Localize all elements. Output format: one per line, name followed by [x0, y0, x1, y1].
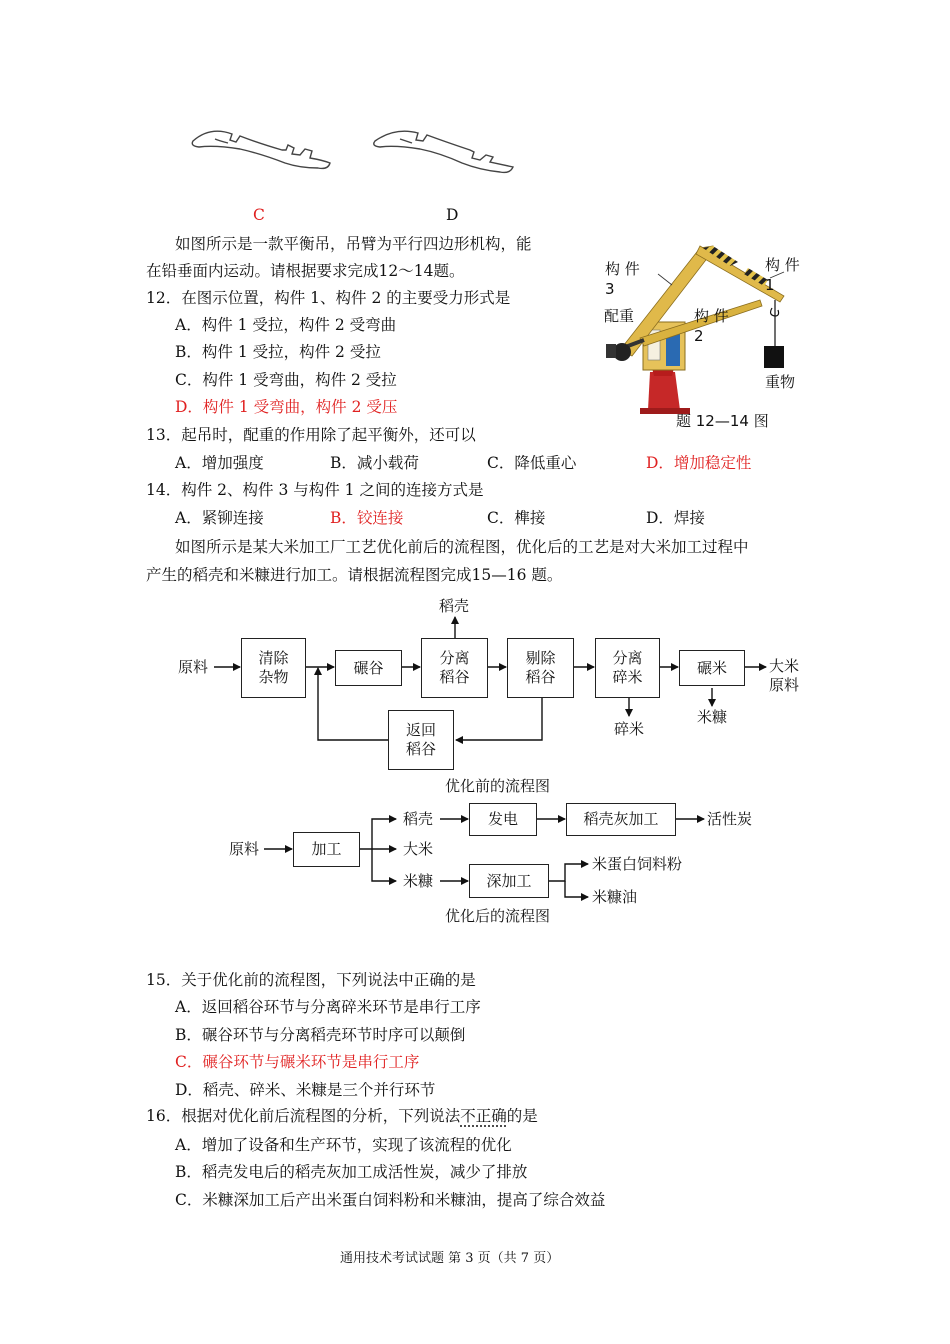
q13-option-d: D．增加稳定性: [646, 454, 752, 472]
intro-rice-line-1: 如图所示是某大米加工厂工艺优化前后的流程图，优化后的工艺是对大米加工过程中: [175, 538, 749, 556]
q15-option-d: D．稻壳、碎米、米糠是三个并行环节: [175, 1081, 436, 1099]
crane-label-counterweight: 配重: [604, 307, 635, 325]
flow-after-box-power: 发电: [469, 803, 537, 836]
flow-before-box-remove-grain: 剔除 稻谷: [507, 638, 574, 698]
crane-label-part2-a: 构 件: [694, 307, 729, 325]
q16-stem-pre: 16．根据对优化前后流程图的分析，下列说法: [146, 1107, 461, 1125]
flow-after-box-ash: 稻壳灰加工: [566, 803, 676, 836]
crane-label-part1-a: 构 件: [765, 256, 800, 274]
intro-rice-line-2: 产生的稻壳和米糠进行加工。请根据流程图完成15—16 题。: [146, 566, 563, 584]
q15-option-a: A．返回稻谷环节与分离碎米环节是串行工序: [175, 998, 481, 1016]
q16-option-c: C．米糠深加工后产出米蛋白饲料粉和米糠油，提高了综合效益: [175, 1191, 606, 1209]
flow-before-box-separate-broken: 分离 碎米: [595, 638, 660, 698]
flow-after-output-oil: 米糠油: [592, 888, 638, 906]
option-d-label: D: [446, 206, 459, 224]
option-c-label: C: [253, 206, 265, 224]
crane-label-part2-b: 2: [694, 327, 704, 345]
q15-stem: 15．关于优化前的流程图，下列说法中正确的是: [146, 971, 476, 989]
q12-option-b: B．构件 1 受拉，构件 2 受拉: [175, 343, 381, 361]
q13-option-a: A．增加强度: [175, 454, 264, 472]
q16-stem-emphasis: 不正确: [460, 1107, 507, 1125]
flow-after-output-carbon: 活性炭: [707, 810, 753, 828]
flow-before-caption: 优化前的流程图: [445, 777, 551, 795]
q14-option-d: D．焊接: [646, 509, 705, 527]
q12-option-a: A．构件 1 受拉，构件 2 受弯曲: [175, 316, 397, 334]
flow-after-caption: 优化后的流程图: [445, 907, 551, 925]
crane-label-part3-b: 3: [605, 280, 615, 298]
q14-option-c: C．榫接: [487, 509, 546, 527]
crane-label-part3-a: 构 件: [605, 260, 640, 278]
q16-stem-post: 的是: [506, 1107, 538, 1125]
q16-stem: [146, 1106, 538, 1126]
q15-option-b: B．碾谷环节与分离稻壳环节时序可以颠倒: [175, 1026, 466, 1044]
intro-balancer-line-2: 在铅垂面内运动。请根据要求完成12～14题。: [146, 262, 465, 280]
flow-before-output-product: 大米 原料: [769, 657, 800, 694]
crane-label-load: 重物: [765, 373, 796, 391]
flow-before-input: 原料: [178, 658, 209, 676]
q12-option-d: D．构件 1 受弯曲，构件 2 受压: [175, 398, 398, 416]
flow-after-branch-rice: 大米: [403, 840, 434, 858]
flow-after-branch-bran: 米糠: [403, 872, 434, 890]
flow-before-output-bran: 米糠: [697, 708, 728, 726]
q13-option-c: C．降低重心: [487, 454, 577, 472]
flow-after-output-feed: 米蛋白饲料粉: [592, 855, 683, 873]
q16-option-b: B．稻壳发电后的稻壳灰加工成活性炭，减少了排放: [175, 1163, 528, 1181]
crane-caption: 题 12—14 图: [676, 412, 769, 430]
flow-before-box-husk-mill: 碾谷: [335, 650, 402, 686]
flow-after-input: 原料: [229, 840, 260, 858]
q16-option-a: A．增加了设备和生产环节，实现了该流程的优化: [175, 1136, 512, 1154]
flow-before-output-husk: 稻壳: [439, 597, 470, 615]
q14-option-b: B．铰连接: [330, 509, 404, 527]
q13-stem: 13．起吊时，配重的作用除了起平衡外，还可以: [146, 426, 476, 444]
flow-before-box-return-grain: 返回 稻谷: [388, 710, 454, 770]
intro-balancer-line-1: 如图所示是一款平衡吊，吊臂为平行四边形机构，能: [175, 235, 532, 253]
crane-label-part1-b: 1: [765, 276, 775, 294]
q12-option-c: C．构件 1 受弯曲，构件 2 受拉: [175, 371, 397, 389]
flow-after-box-process: 加工: [293, 832, 360, 867]
flow-before-box-clean: 清除 杂物: [241, 638, 306, 698]
q12-stem: 12．在图示位置，构件 1、构件 2 的主要受力形式是: [146, 289, 511, 307]
q14-option-a: A．紧铆连接: [175, 509, 264, 527]
flow-before-output-broken: 碎米: [614, 720, 645, 738]
q15-option-c: C．碾谷环节与碾米环节是串行工序: [175, 1053, 420, 1071]
flow-after-box-deep: 深加工: [469, 864, 549, 898]
q14-stem: 14．构件 2、构件 3 与构件 1 之间的连接方式是: [146, 481, 484, 499]
q13-option-b: B．减小载荷: [330, 454, 419, 472]
flow-before-box-separate-husk: 分离 稻谷: [421, 638, 488, 698]
page-footer: 通用技术考试试题 第 3 页（共 7 页）: [340, 1251, 560, 1266]
flow-before-box-rice-mill: 碾米: [679, 650, 745, 686]
flow-after-branch-husk: 稻壳: [403, 810, 434, 828]
